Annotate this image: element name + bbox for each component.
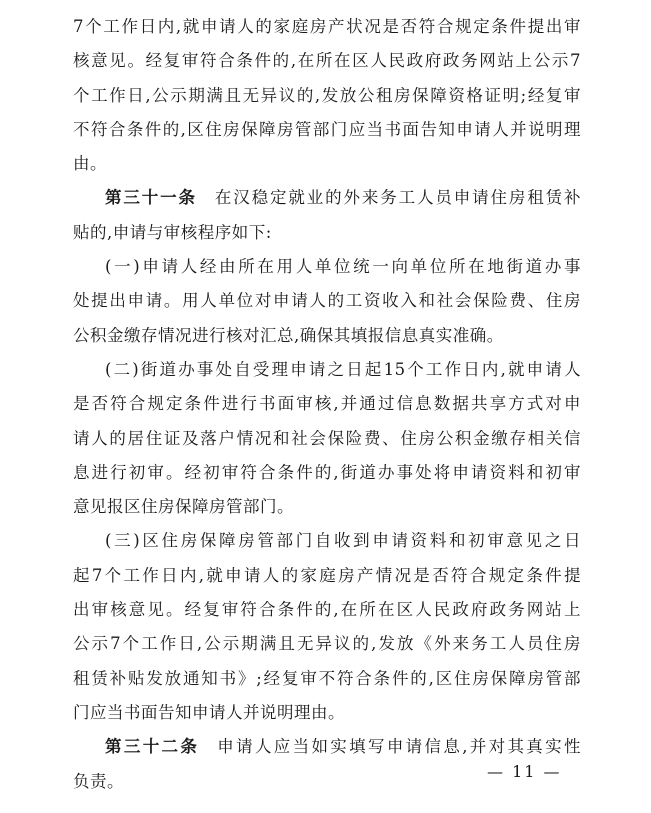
line-text: 在汉稳定就业的外来务工人员申请住房租赁补 xyxy=(214,188,581,208)
text-line xyxy=(73,422,581,456)
text-line xyxy=(73,524,581,558)
line-text: 请人的居住证及落户情况和社会保险费、住房公积金缴存相关信 xyxy=(73,428,581,448)
text-line xyxy=(73,113,581,147)
text-line xyxy=(73,353,581,387)
text-line xyxy=(73,593,581,627)
text-line xyxy=(73,147,581,181)
line-text: 负责。 xyxy=(73,771,124,791)
line-text: 出审核意见。经复审符合条件的,在所在区人民政府政务网站上 xyxy=(73,600,581,620)
line-text: 个工作日,公示期满且无异议的,发放公租房保障资格证明;经复审 xyxy=(73,85,581,105)
text-line xyxy=(73,490,581,524)
text-line xyxy=(73,216,581,250)
page-number: — 11 — xyxy=(487,762,562,781)
text-line xyxy=(73,44,581,78)
line-text: 不符合条件的,区住房保障房管部门应当书面告知申请人并说明理 xyxy=(73,119,581,139)
text-line xyxy=(73,696,581,730)
text-line xyxy=(73,10,581,44)
line-text: 申请人应当如实填写申请信息,并对其真实性 xyxy=(217,737,581,757)
article-title: 第三十二条 xyxy=(105,737,200,757)
text-line xyxy=(73,319,581,353)
line-text: 公积金缴存情况进行核对汇总,确保其填报信息真实准确。 xyxy=(73,325,504,345)
line-text: 贴的,申请与审核程序如下: xyxy=(73,222,272,242)
text-line xyxy=(73,456,581,490)
line-text: 意见报区住房保障房管部门。 xyxy=(73,497,294,517)
line-text: 起7个工作日内,就申请人的家庭房产情况是否符合规定条件提 xyxy=(73,565,581,585)
document-body xyxy=(73,10,581,799)
text-line xyxy=(73,662,581,696)
line-text: (二)街道办事处自受理申请之日起15个工作日内,就申请人 xyxy=(105,359,581,379)
text-line xyxy=(73,730,581,764)
text-line xyxy=(73,284,581,318)
line-text: 由。 xyxy=(73,154,107,174)
text-line xyxy=(73,181,581,215)
line-text: 租赁补贴发放通知书》;经复审不符合条件的,区住房保障房管部 xyxy=(73,668,581,688)
line-text: 是否符合规定条件进行书面审核,并通过信息数据共享方式对申 xyxy=(73,394,581,414)
text-line xyxy=(73,79,581,113)
text-line xyxy=(73,559,581,593)
article-title: 第三十一条 xyxy=(105,188,197,208)
text-line xyxy=(73,627,581,661)
line-text: 处提出申请。用人单位对申请人的工资收入和社会保险费、住房 xyxy=(73,291,581,311)
line-text: 息进行初审。经初审符合条件的,街道办事处将申请资料和初审 xyxy=(73,462,581,482)
line-text: 7个工作日内,就申请人的家庭房产状况是否符合规定条件提出审 xyxy=(73,17,581,36)
line-text: 公示7个工作日,公示期满且无异议的,发放《外来务工人员住房 xyxy=(73,634,581,654)
line-text: (三)区住房保障房管部门自收到申请资料和初审意见之日 xyxy=(105,531,581,551)
line-text: (一)申请人经由所在用人单位统一向单位所在地街道办事 xyxy=(105,257,581,277)
line-text: 门应当书面告知申请人并说明理由。 xyxy=(73,702,345,722)
line-text: 核意见。经复审符合条件的,在所在区人民政府政务网站上公示7 xyxy=(73,51,581,71)
text-line xyxy=(73,250,581,284)
text-line xyxy=(73,387,581,421)
